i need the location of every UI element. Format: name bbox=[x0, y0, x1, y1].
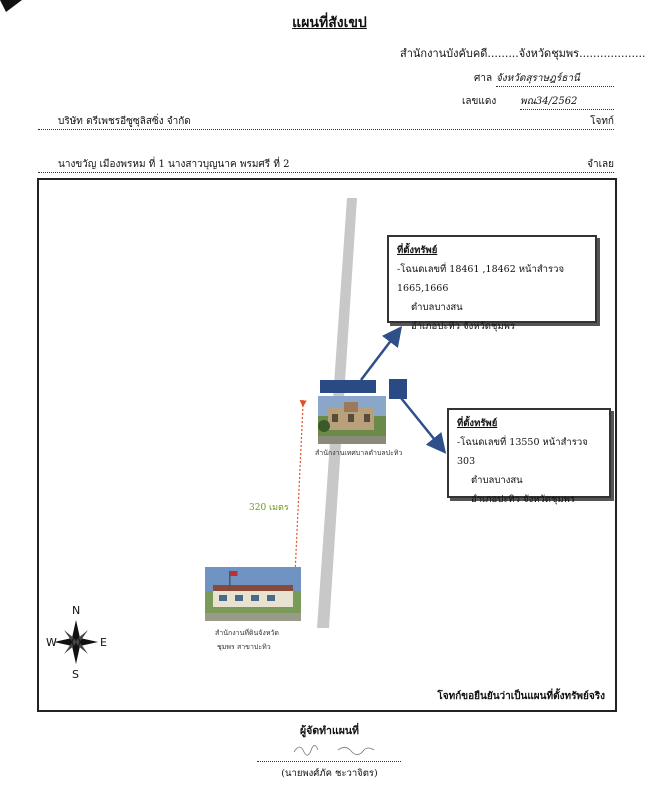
confirmation-note: โจทก์ขอยืนยันว่าเป็นแผนที่ตั้งทรัพย์จริง bbox=[437, 691, 605, 702]
distance-line bbox=[295, 405, 303, 574]
defendant-name: นางขวัญ เมืองพรหม ที่ 1 นางสาวบุญนาค พรมศรี ที่ 2 bbox=[58, 159, 290, 170]
signature-line bbox=[257, 761, 401, 762]
property-box-1-deed: -โฉนดเลขที่ 18461 ,18462 หน้าสำรวจ 1665,1666 bbox=[397, 264, 565, 294]
property-box-1-district: อำเภอปะทิว จังหวัดชุมพร bbox=[411, 321, 516, 332]
landmark-caption-2a: สำนักงานที่ดินจังหวัด bbox=[215, 629, 279, 637]
property-box-2-subdistrict: ตำบลบางสน bbox=[471, 475, 523, 486]
property-marker-1 bbox=[320, 380, 376, 393]
property-box-2 bbox=[447, 408, 611, 505]
landmark-photo-1 bbox=[318, 396, 386, 444]
compass-s: S bbox=[72, 668, 79, 681]
landmark-caption-1: สำนักงานเทศบาลตำบลปะทิว bbox=[315, 449, 403, 457]
plaintiff-name: บริษัท ตรีเพชรอีซูซุลิสซิ่ง จำกัด bbox=[58, 116, 191, 127]
property-box-2-district: อำเภอปะทิว จังหวัดชุมพร bbox=[471, 494, 576, 505]
property-box-1-subdistrict: ตำบลบางสน bbox=[411, 302, 463, 313]
page-title: แผนที่สังเขป bbox=[292, 15, 367, 31]
compass-e: E bbox=[100, 636, 107, 649]
plaintiff-role: โจทก์ bbox=[590, 116, 614, 127]
map-maker-label: ผู้จัดทำแผนที่ bbox=[300, 725, 359, 737]
arrow-to-box-2 bbox=[401, 398, 443, 450]
compass-w: W bbox=[46, 636, 57, 649]
compass-n: N bbox=[72, 604, 81, 617]
map-maker-name: (นายพงศ์ภัค ชะวาจิตร) bbox=[281, 768, 378, 779]
office-line: สำนักงานบังคับคดี.........จังหวัดชุมพร................... bbox=[400, 47, 646, 60]
plaintiff-row bbox=[38, 114, 614, 130]
case-label: เลขแดง bbox=[462, 96, 497, 107]
property-box-1-heading: ที่ตั้งทรัพย์ bbox=[397, 245, 438, 256]
property-box-2-heading: ที่ตั้งทรัพย์ bbox=[457, 418, 498, 429]
property-marker-2 bbox=[389, 379, 407, 399]
signature bbox=[288, 740, 388, 758]
property-box-2-deed: -โฉนดเลขที่ 13550 หน้าสำรวจ 303 bbox=[457, 437, 588, 467]
court-value: จังหวัดสุราษฎร์ธานี bbox=[496, 71, 614, 87]
defendant-row bbox=[38, 157, 614, 173]
landmark-photo-2 bbox=[205, 567, 301, 621]
property-box-1 bbox=[387, 235, 597, 332]
defendant-role: จำเลย bbox=[587, 159, 614, 170]
case-value: พณ34/2562 bbox=[520, 94, 614, 110]
distance-label: 320 เมตร bbox=[249, 503, 289, 513]
court-label: ศาล bbox=[474, 73, 493, 84]
landmark-caption-2b: ชุมพร สาขาปะทิว bbox=[217, 643, 271, 651]
arrow-to-box-1 bbox=[361, 330, 399, 380]
compass-rose-icon bbox=[54, 620, 98, 664]
map-frame bbox=[37, 178, 617, 712]
